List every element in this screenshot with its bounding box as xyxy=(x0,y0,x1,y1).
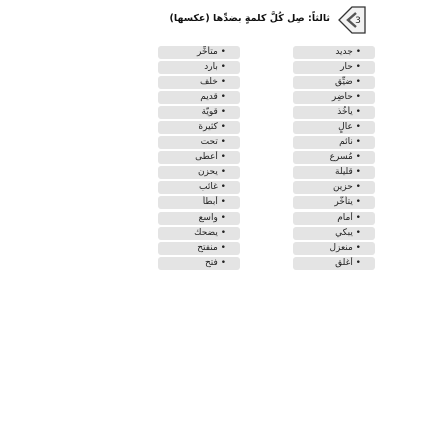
word-item[interactable]: • حار xyxy=(293,61,375,74)
word-item[interactable]: • مُسرع xyxy=(293,151,375,164)
word-item[interactable]: • يضحك xyxy=(158,227,240,240)
svg-text:3: 3 xyxy=(355,16,361,26)
word-item[interactable]: • يأخُذ xyxy=(293,106,375,119)
word-item[interactable]: • نائم xyxy=(293,136,375,149)
word-item[interactable]: • بارد xyxy=(158,61,240,74)
word-item[interactable]: • أبطأ xyxy=(158,196,240,209)
word-item[interactable]: • أمام xyxy=(293,212,375,225)
word-item[interactable]: • قديم xyxy=(158,91,240,104)
exercise-instruction: صِل كُلَّ كلمةٍ بضدِّها (عكسها) xyxy=(169,13,305,24)
word-item[interactable]: • حزين xyxy=(293,181,375,194)
word-item[interactable]: • خلف xyxy=(158,76,240,89)
word-item[interactable]: • أعطى xyxy=(158,151,240,164)
exercise-header xyxy=(0,6,430,36)
exercise-title xyxy=(162,13,330,29)
word-item[interactable]: • فتح xyxy=(158,257,240,270)
word-item[interactable]: • حاضِر xyxy=(293,91,375,104)
exercise-number: ثالثاً: xyxy=(308,13,330,24)
word-item[interactable]: • يبكي xyxy=(293,227,375,240)
word-item[interactable]: • ضيِّق xyxy=(293,76,375,89)
chevron-left-icon xyxy=(336,6,368,34)
word-item[interactable]: • يحزن xyxy=(158,166,240,179)
word-item[interactable]: • منفتح xyxy=(158,242,240,255)
word-item[interactable]: • قليلة xyxy=(293,166,375,179)
word-item[interactable]: • غائب xyxy=(158,181,240,194)
word-item[interactable]: • قويّة xyxy=(158,106,240,119)
word-item[interactable]: • منعزل xyxy=(293,242,375,255)
word-item[interactable]: • متأخِّر xyxy=(158,46,240,59)
word-item[interactable]: • أغلق xyxy=(293,257,375,270)
word-item[interactable]: • تحت xyxy=(158,136,240,149)
word-item[interactable]: • يتأخَّر xyxy=(293,196,375,209)
word-item[interactable]: • واسع xyxy=(158,212,240,225)
word-item[interactable]: • عالٍ xyxy=(293,121,375,134)
word-item[interactable]: • كثيرة xyxy=(158,121,240,134)
word-item[interactable]: • جديد xyxy=(293,46,375,59)
word-list-left xyxy=(158,46,240,272)
word-list-right xyxy=(293,46,375,272)
